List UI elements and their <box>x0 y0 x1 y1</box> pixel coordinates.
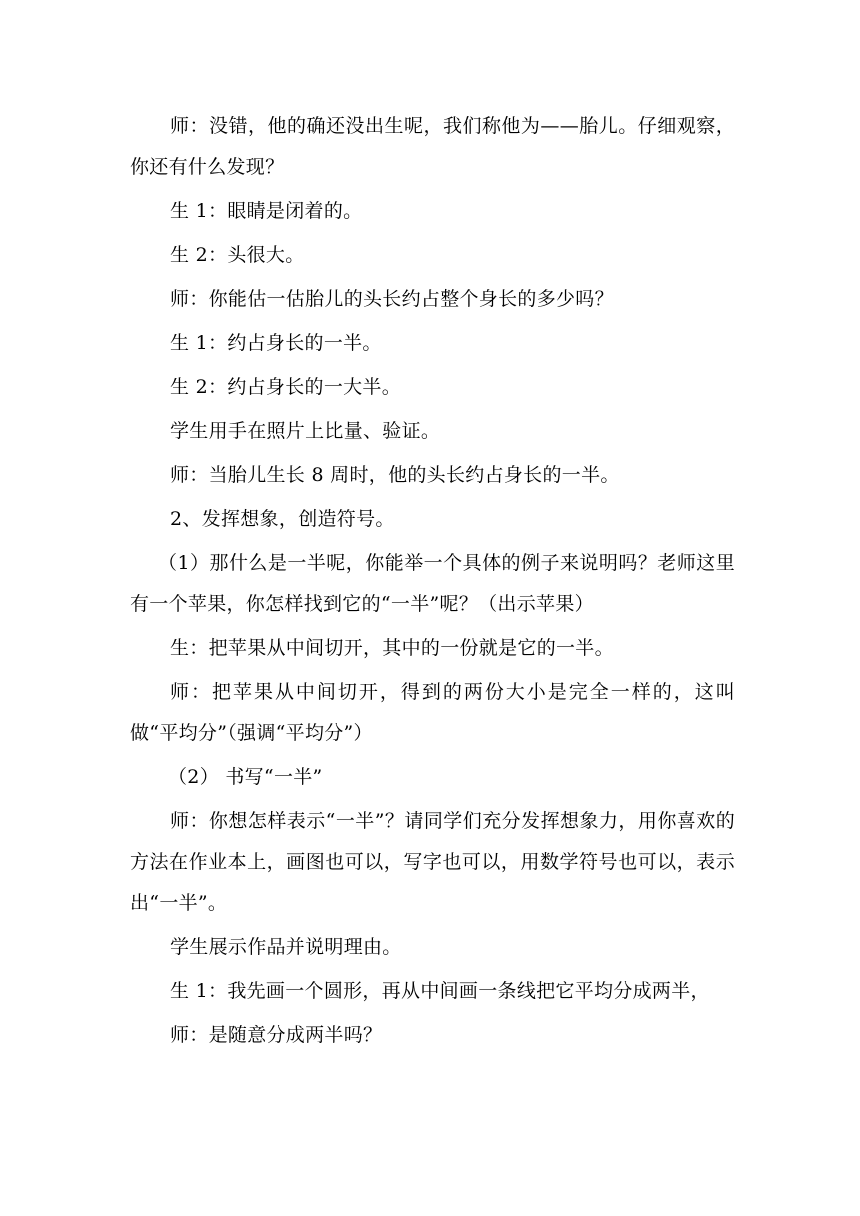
paragraph-teacher-represent-half: 师：你想怎样表示“一半”？请同学们充分发挥想象力，用你喜欢的方法在作业本上，画图也可以，写字也可以，用数学符号也可以，表示出“一半”。 <box>130 810 735 914</box>
paragraph-student1-circle: 生 1：我先画一个圆形，再从中间画一条线把它平均分成两半， <box>170 980 710 1002</box>
document-body <box>130 112 735 1065</box>
paragraph-item-1-apple: （1）那什么是一半呢，你能举一个具体的例子来说明吗？老师这里有一个苹果，你怎样找到它的“一半”呢？（出示苹果） <box>130 552 735 615</box>
paragraph-section-2-heading: 2、发挥想象，创造符号。 <box>170 508 395 530</box>
paragraph-students-measure: 学生用手在照片上比量、验证。 <box>170 420 441 442</box>
paragraph-student1-eyes: 生 1：眼睛是闭着的。 <box>170 200 363 222</box>
paragraph-student-cut-apple: 生：把苹果从中间切开，其中的一份就是它的一半。 <box>170 637 614 659</box>
paragraph-students-show-work: 学生展示作品并说明理由。 <box>170 936 402 958</box>
paragraph-item-2-write-half: （2） 书写“一半” <box>168 766 323 788</box>
paragraph-teacher-random-half: 师：是随意分成两半吗？ <box>170 1024 383 1046</box>
paragraph-teacher-estimate: 师：你能估一估胎儿的头长约占整个身长的多少吗？ <box>170 288 614 310</box>
paragraph-teacher-fetus: 师：没错，他的确还没出生呢，我们称他为——胎儿。仔细观察，你还有什么发现？ <box>130 115 735 178</box>
paragraph-student2-head: 生 2：头很大。 <box>170 244 305 266</box>
paragraph-student2-more-half: 生 2：约占身长的一大半。 <box>170 376 402 398</box>
paragraph-teacher-equal-share: 师：把苹果从中间切开，得到的两份大小是完全一样的，这叫做“平均分”（强调“平均分”） <box>130 681 735 744</box>
paragraph-student1-half: 生 1：约占身长的一半。 <box>170 332 382 354</box>
paragraph-teacher-8-weeks: 师：当胎儿生长 8 周时，他的头长约占身长的一半。 <box>170 464 620 486</box>
